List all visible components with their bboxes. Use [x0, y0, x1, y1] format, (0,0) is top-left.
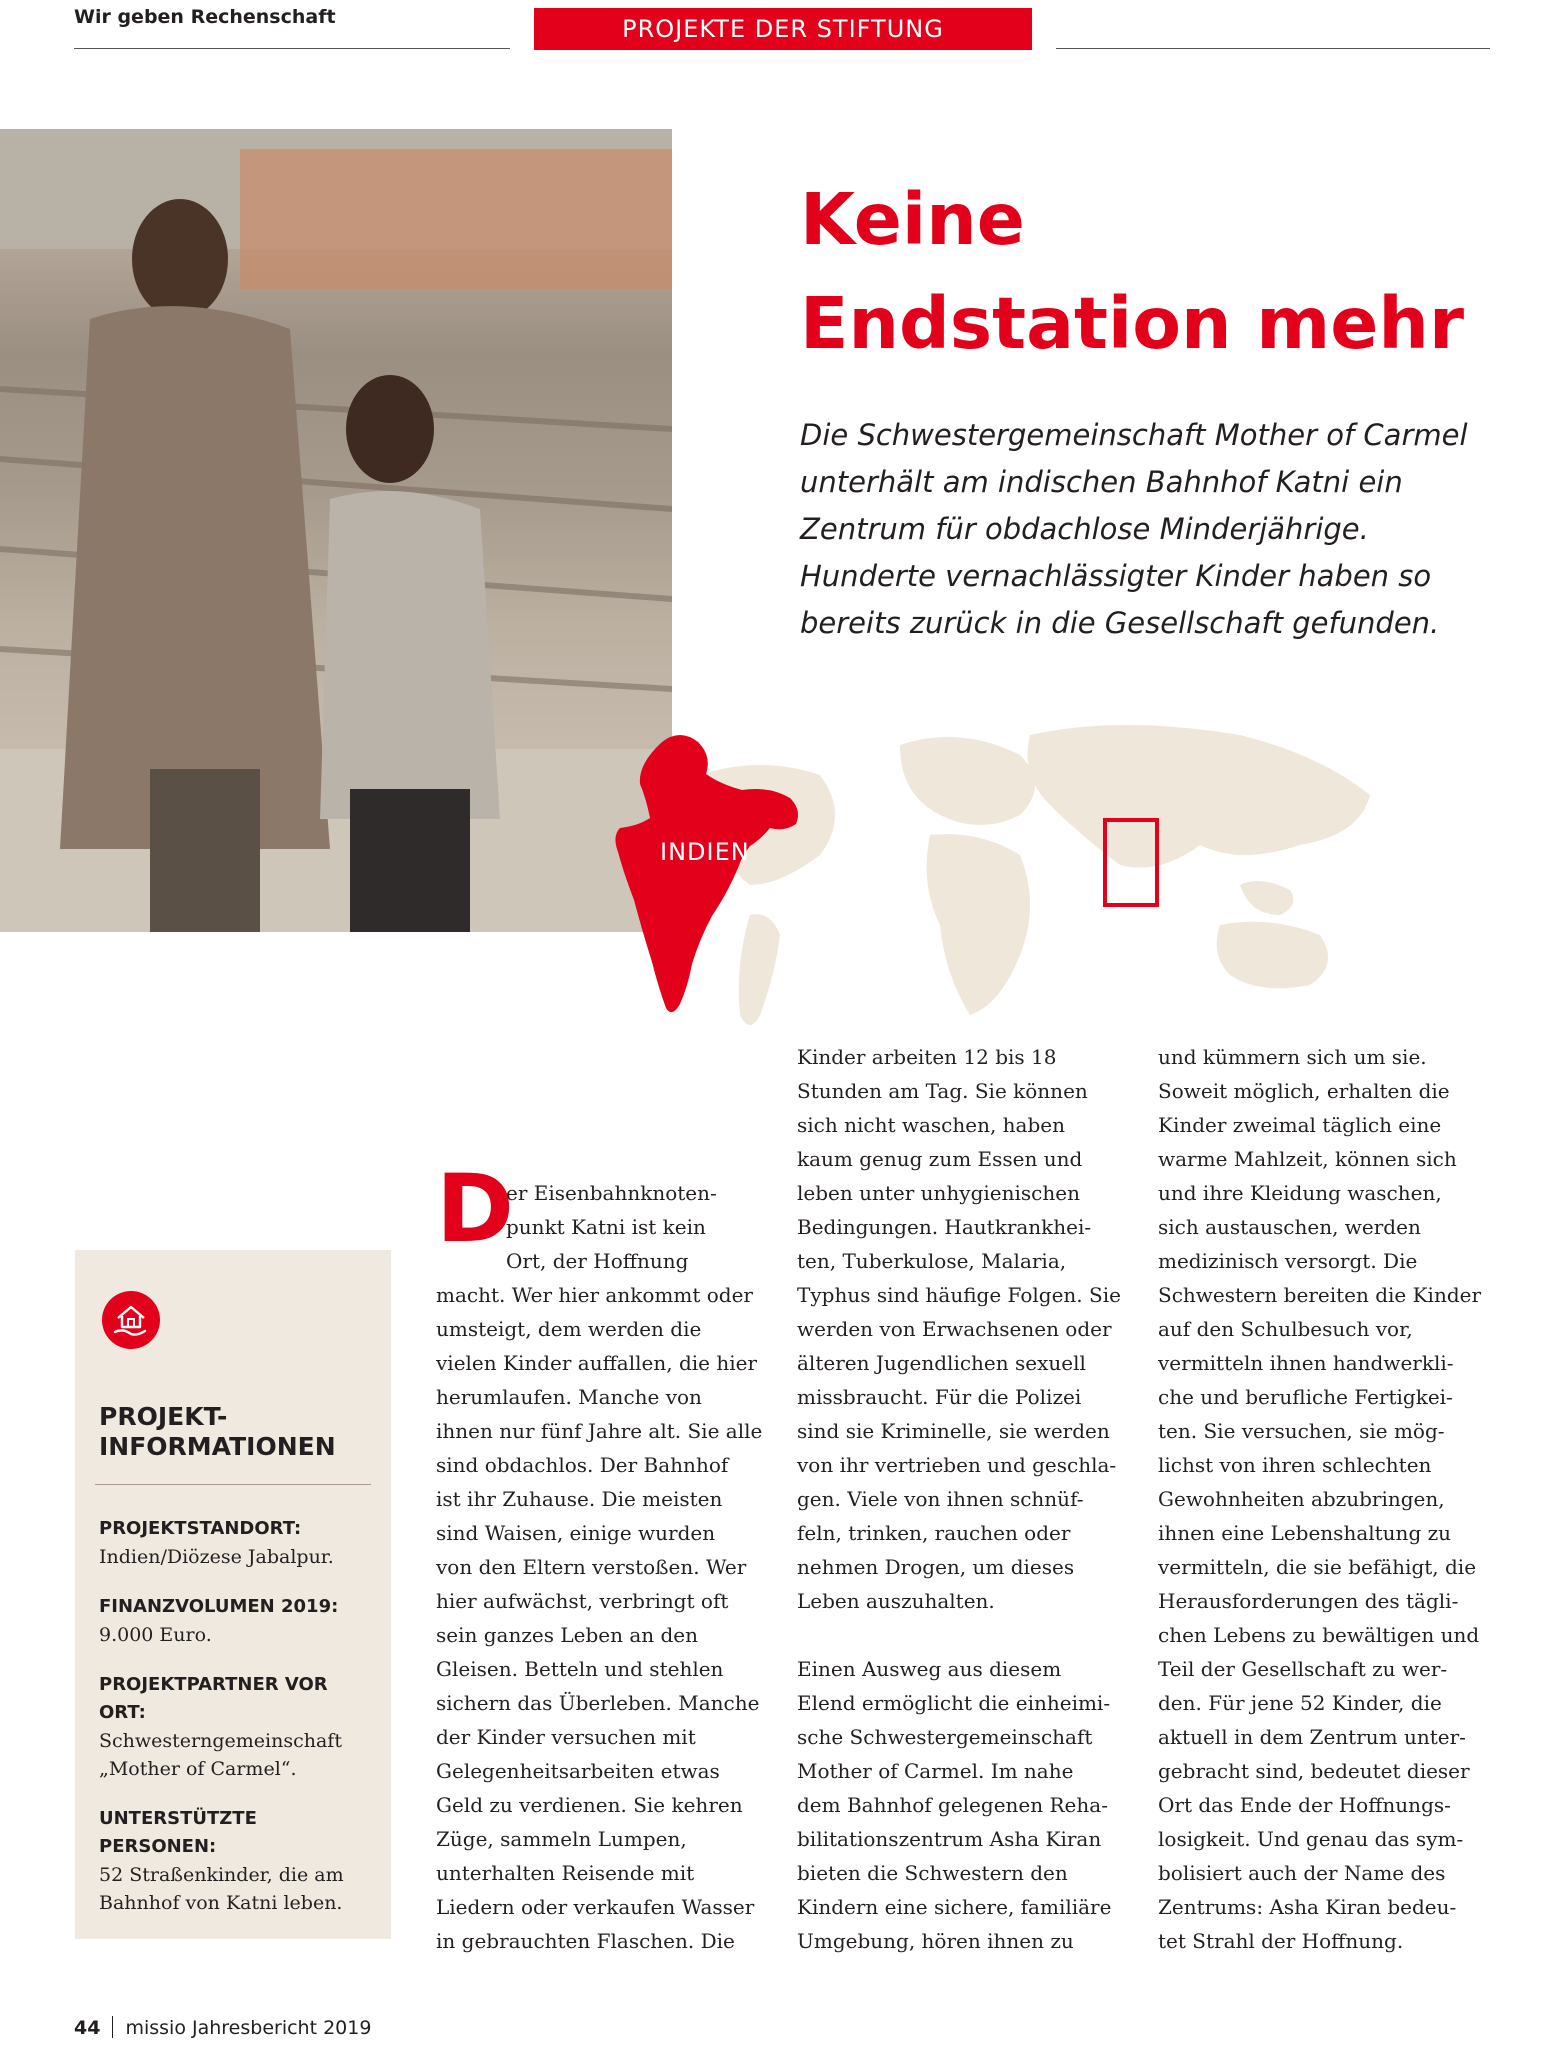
- text-line: Liedern oder verkaufen Wasser: [436, 1895, 755, 1919]
- text-line: bieten die Schwestern den: [797, 1861, 1068, 1885]
- text-line: Zentrums: Asha Kiran bedeu-: [1158, 1895, 1457, 1919]
- text-line: che und berufliche Fertigkei-: [1158, 1385, 1453, 1409]
- project-info-box: [75, 1250, 391, 1939]
- text-line: umsteigt, dem werden die: [436, 1317, 702, 1341]
- text-line: er Eisenbahnknoten-: [506, 1181, 717, 1205]
- text-line: feln, trinken, rauchen oder: [797, 1521, 1071, 1545]
- text-line: aktuell in dem Zentrum unter-: [1158, 1725, 1466, 1749]
- text-line: sichern das Überleben. Manche: [436, 1691, 760, 1715]
- text-line: Einen Ausweg aus diesem: [797, 1657, 1062, 1681]
- map-label-india: INDIEN: [660, 838, 750, 866]
- drop-cap: D: [436, 1155, 515, 1264]
- text-line: medizinisch versorgt. Die: [1158, 1249, 1418, 1273]
- text-line: vermitteln ihnen handwerkli-: [1158, 1351, 1454, 1375]
- text-line: bilitationszentrum Asha Kiran: [797, 1827, 1102, 1851]
- text-line: sich austauschen, werden: [1158, 1215, 1421, 1239]
- text-line: sind Waisen, einige wurden: [436, 1521, 716, 1545]
- text-line: werden von Erwachsenen oder: [797, 1317, 1112, 1341]
- text-line: kaum genug zum Essen und: [797, 1147, 1083, 1171]
- text-line: und ihre Kleidung waschen,: [1158, 1181, 1442, 1205]
- text-line: gen. Viele von ihnen schnüf-: [797, 1487, 1084, 1511]
- text-line: der Kinder versuchen mit: [436, 1725, 696, 1749]
- text-line: Stunden am Tag. Sie können: [797, 1079, 1088, 1103]
- text-line: sich nicht waschen, haben: [797, 1113, 1065, 1137]
- text-line: Typhus sind häufige Folgen. Sie: [797, 1283, 1121, 1307]
- text-line: Schwestern bereiten die Kinder: [1158, 1283, 1482, 1307]
- text-line: ten, Tuberkulose, Malaria,: [797, 1249, 1067, 1273]
- text-line: lichst von ihren schlechten: [1158, 1453, 1432, 1477]
- text-line: Leben auszuhalten.: [797, 1589, 995, 1613]
- text-line: sche Schwestergemeinschaft: [797, 1725, 1093, 1749]
- section-label: Wir geben Rechenschaft: [74, 6, 336, 28]
- text-line: macht. Wer hier ankommt oder: [436, 1283, 753, 1307]
- text-line: Elend ermöglicht die einheimi-: [797, 1691, 1111, 1715]
- text-line: Kinder arbeiten 12 bis 18: [797, 1045, 1057, 1069]
- text-line: von den Eltern verstoßen. Wer: [436, 1555, 747, 1579]
- info-item-partner: [99, 1671, 367, 1783]
- text-line: sind sie Kriminelle, sie werden: [797, 1419, 1110, 1443]
- info-value: Indien/Diözese Jabalpur.: [99, 1546, 334, 1568]
- text-line: Gleisen. Betteln und stehlen: [436, 1657, 724, 1681]
- india-map: [610, 728, 810, 1028]
- text-line: unterhalten Reisende mit: [436, 1861, 695, 1885]
- info-label: FINANZVOLUMEN 2019:: [99, 1596, 339, 1617]
- info-label: PROJEKTPARTNER VOR ORT:: [99, 1674, 328, 1723]
- page-number: 44: [74, 2017, 101, 2039]
- text-line: dem Bahnhof gelegenen Reha-: [797, 1793, 1108, 1817]
- text-line: Teil der Gesellschaft zu wer-: [1158, 1657, 1448, 1681]
- article-column-3: [1158, 1040, 1498, 1958]
- text-line: Ort, der Hoffnung: [506, 1249, 689, 1273]
- text-line: älteren Jugendlichen sexuell: [797, 1351, 1086, 1375]
- text-line: ihnen nur fünf Jahre alt. Sie alle: [436, 1419, 763, 1443]
- text-line: Gelegenheitsarbeiten etwas: [436, 1759, 720, 1783]
- article-title: [800, 168, 1500, 376]
- text-line: sind obdachlos. Der Bahnhof: [436, 1453, 729, 1477]
- text-line: leben unter unhygienischen: [797, 1181, 1080, 1205]
- text-line: hier aufwächst, verbringt oft: [436, 1589, 729, 1613]
- text-line: Kinder zweimal täglich eine: [1158, 1113, 1442, 1137]
- info-value: Schwesterngemeinschaft „Mother of Carmel“.: [99, 1730, 342, 1780]
- photo-illustration: [0, 129, 672, 932]
- category-band: PROJEKTE DER STIFTUNG: [534, 8, 1032, 50]
- text-line: nehmen Drogen, um dieses: [797, 1555, 1075, 1579]
- info-value: 9.000 Euro.: [99, 1624, 212, 1646]
- text-line: Mother of Carmel. Im nahe: [797, 1759, 1074, 1783]
- house-hand-icon: [101, 1290, 161, 1350]
- info-label: UNTERSTÜTZTE PERSONEN:: [99, 1808, 257, 1857]
- info-item-location: [99, 1515, 367, 1571]
- text-line: ihnen eine Lebenshaltung zu: [1158, 1521, 1452, 1545]
- text-line: Ort das Ende der Hoffnungs-: [1158, 1793, 1451, 1817]
- text-line: tet Strahl der Hoffnung.: [1158, 1929, 1404, 1953]
- text-line: Bedingungen. Hautkrankhei-: [797, 1215, 1092, 1239]
- text-line: ist ihr Zuhause. Die meisten: [436, 1487, 723, 1511]
- title-line-1: Keine: [800, 178, 1025, 261]
- header-rule-right: [1056, 48, 1490, 49]
- text-line: losigkeit. Und genau das sym-: [1158, 1827, 1464, 1851]
- text-line: vielen Kinder auffallen, die hier: [436, 1351, 758, 1375]
- text-line: missbraucht. Für die Polizei: [797, 1385, 1082, 1409]
- info-item-beneficiaries: [99, 1805, 367, 1917]
- lead-paragraph: Die Schwestergemeinschaft Mother of Carmel unterhält am indischen Bahnhof Katni ein Zentrum für obdachlose Minderjährige. Hunderte vernachlässigter Kinder haben so bereits zurück in die Gesellschaft gefunden.: [800, 418, 1468, 640]
- info-item-budget: [99, 1593, 367, 1649]
- text-line: herumlaufen. Manche von: [436, 1385, 702, 1409]
- title-line-2: Endstation mehr: [800, 282, 1464, 365]
- text-line: sein ganzes Leben an den: [436, 1623, 699, 1647]
- text-line: ten. Sie versuchen, sie mög-: [1158, 1419, 1445, 1443]
- info-heading-line-2: INFORMATIONEN: [99, 1432, 336, 1461]
- page-footer: [74, 2016, 371, 2039]
- photo-street-children: [0, 129, 672, 932]
- footer-separator: [112, 2016, 113, 2038]
- text-line: chen Lebens zu bewältigen und: [1158, 1623, 1480, 1647]
- text-line: Züge, sammeln Lumpen,: [436, 1827, 687, 1851]
- article-column-2: [797, 1040, 1137, 1958]
- text-line: Herausforderungen des tägli-: [1158, 1589, 1459, 1613]
- text-line: Geld zu verdienen. Sie kehren: [436, 1793, 743, 1817]
- article-column-1: [436, 1176, 776, 1958]
- info-divider: [95, 1484, 371, 1485]
- text-line: den. Für jene 52 Kinder, die: [1158, 1691, 1442, 1715]
- info-value: 52 Straßenkinder, die am Bahnhof von Katni leben.: [99, 1864, 344, 1914]
- publication-name: missio Jahresbericht 2019: [125, 2017, 372, 2039]
- header-rule-left: [74, 48, 510, 49]
- text-line: von ihr vertrieben und geschla-: [797, 1453, 1117, 1477]
- text-line: Kindern eine sichere, familiäre: [797, 1895, 1112, 1919]
- text-line: Gewohnheiten abzubringen,: [1158, 1487, 1445, 1511]
- info-label: PROJEKTSTANDORT:: [99, 1518, 302, 1539]
- text-line: bolisiert auch der Name des: [1158, 1861, 1446, 1885]
- text-line: Soweit möglich, erhalten die: [1158, 1079, 1450, 1103]
- info-heading-line-1: PROJEKT-: [99, 1402, 228, 1431]
- text-line: auf den Schulbesuch vor,: [1158, 1317, 1413, 1341]
- text-line: punkt Katni ist kein: [506, 1215, 706, 1239]
- paragraph-gap: [797, 1618, 1137, 1652]
- text-line: warme Mahlzeit, können sich: [1158, 1147, 1457, 1171]
- info-heading: [99, 1402, 367, 1462]
- text-line: vermitteln, die sie befähigt, die: [1158, 1555, 1477, 1579]
- text-line: in gebrauchten Flaschen. Die: [436, 1929, 735, 1953]
- text-line: Umgebung, hören ihnen zu: [797, 1929, 1074, 1953]
- text-line: gebracht sind, bedeutet dieser: [1158, 1759, 1470, 1783]
- text-line: und kümmern sich um sie.: [1158, 1045, 1427, 1069]
